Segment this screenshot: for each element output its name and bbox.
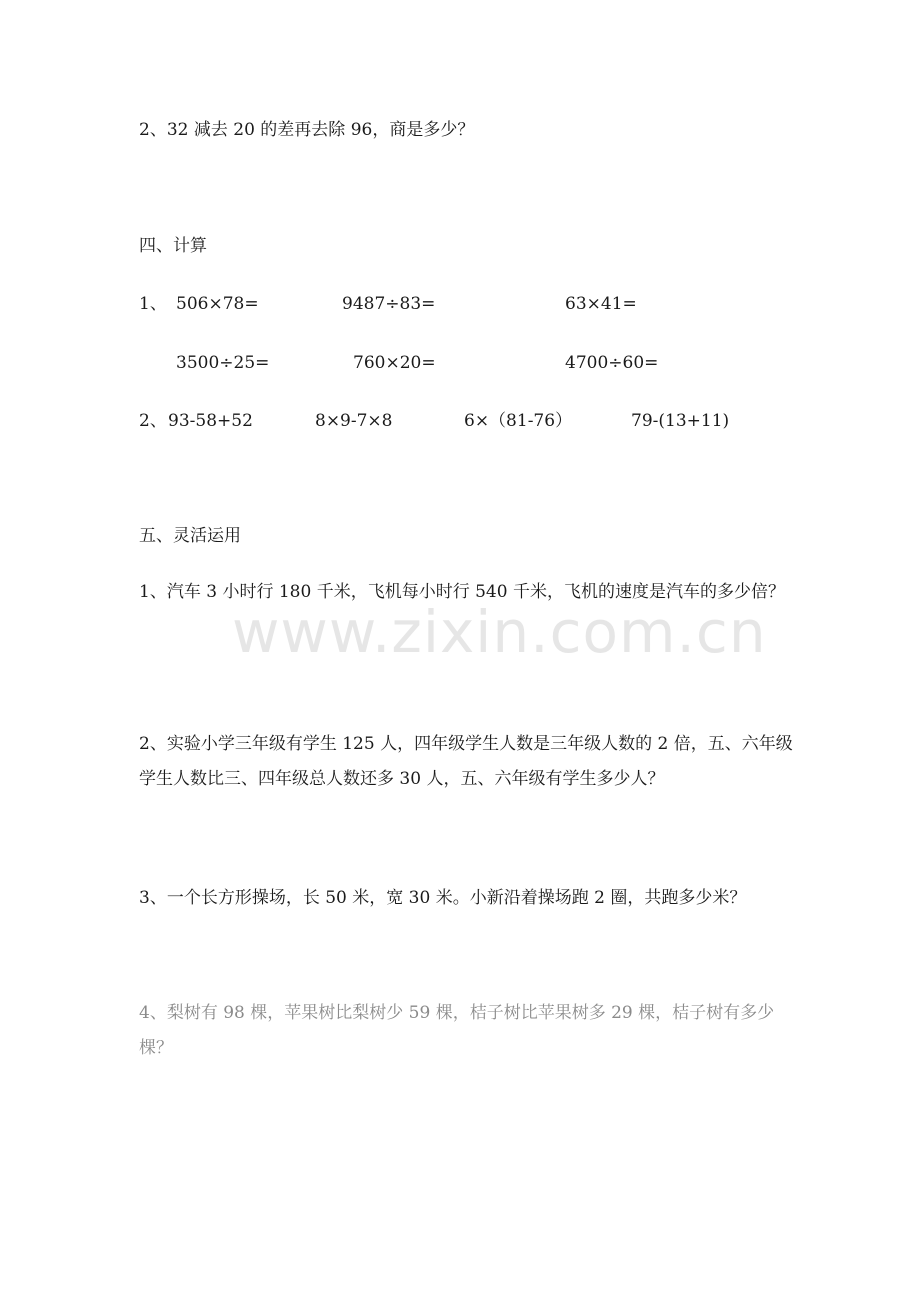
watermark: www.zixin.com.cn	[232, 598, 767, 666]
calc-1-number: 1、	[139, 294, 167, 314]
question-5-3: 3、一个长方形操场，长 50 米，宽 30 米。小新沿着操场跑 2 圈，共跑多少米？	[139, 888, 747, 908]
section-5-heading: 五、灵活运用	[139, 526, 241, 546]
calc-1-a: 506×78=	[176, 294, 259, 314]
question-3-2: 2、32 减去 20 的差再去除 96，商是多少？	[139, 120, 475, 140]
calc-1-e: 760×20=	[353, 353, 436, 373]
calc-1-c: 63×41=	[565, 294, 637, 314]
calc-1-b: 9487÷83=	[342, 294, 436, 314]
section-4-heading: 四、计算	[139, 236, 207, 256]
question-5-4: 4、梨树有 98 棵，苹果树比梨树少 59 棵，桔子树比苹果树多 29 棵，桔子树有多少棵？	[139, 1003, 775, 1058]
calc-1-f: 4700÷60=	[565, 353, 659, 373]
question-5-1: 1、汽车 3 小时行 180 千米，飞机每小时行 540 千米，飞机的速度是汽车的多少倍？	[139, 582, 785, 602]
calc-2-a: 93-58+52	[168, 411, 253, 431]
calc-2-b: 8×9-7×8	[315, 411, 393, 431]
calc-1-d: 3500÷25=	[176, 353, 270, 373]
question-5-2: 2、实验小学三年级有学生 125 人，四年级学生人数是三年级人数的 2 倍，五、六年级学生人数比三、四年级总人数还多 30 人，五、六年级有学生多少人？	[139, 734, 793, 789]
calc-2-number: 2、	[139, 411, 167, 431]
calc-2-d: 79-(13+11)	[631, 411, 730, 431]
calc-2-c: 6×（81-76）	[464, 411, 573, 431]
